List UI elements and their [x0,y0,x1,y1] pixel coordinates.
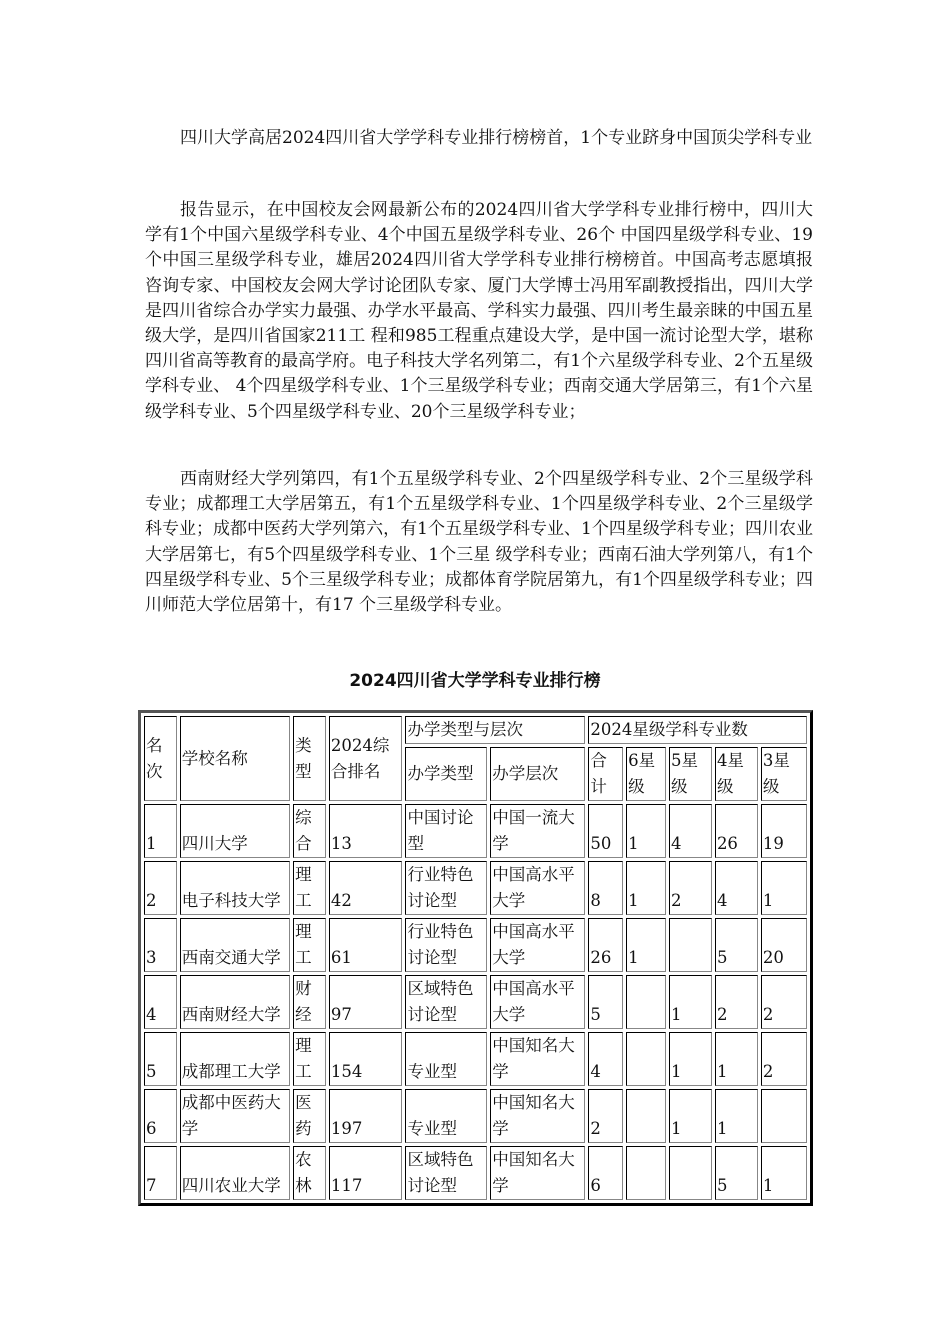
cell-total: 8 [588,861,623,915]
cell-star4: 2 [715,975,758,1029]
cell-type: 理工 [293,1032,326,1086]
cell-star5: 1 [669,1089,712,1143]
header-rank: 名次 [144,716,177,801]
cell-star3: 2 [761,1032,807,1086]
cell-school-level: 中国高水平大学 [490,918,585,972]
cell-star5 [669,1146,712,1200]
header-group-school-type: 办学类型与层次 [405,716,585,744]
header-school: 学校名称 [180,716,290,801]
header-type: 类型 [293,716,326,801]
table-row [144,1032,807,1086]
cell-rank: 4 [144,975,177,1029]
cell-star3 [761,1089,807,1143]
cell-school: 四川大学 [180,804,290,858]
cell-school: 西南财经大学 [180,975,290,1029]
cell-total: 50 [588,804,623,858]
cell-star6 [626,1146,666,1200]
header-total: 合计 [588,747,623,801]
cell-school-level: 中国一流大学 [490,804,585,858]
cell-star6: 1 [626,918,666,972]
ranking-paragraph: 西南财经大学列第四，有1个五星级学科专业、2个四星级学科专业、2个三星级学科专业；成都理工大学居第五，有1个五星级学科专业、1个四星级学科专业、2个三星级学科专业；成都中医药大学列第六，有1个五星级学科专业、1个四星级学科专业；四川农业大学居第七，有5个四星级学科专业、1个三星 级学科专业；西南石油大学列第八，有1个四星级学科专业、5个三星级学科专业；成都体育学院居第九，有1个四星级学科专业；四川师范大学位居第十，有17 个三星级学科专业。 [145,469,813,616]
cell-school-type: 中国讨论型 [405,804,487,858]
cell-overall: 42 [329,861,403,915]
cell-school-level: 中国知名大学 [490,1146,585,1200]
cell-overall: 154 [329,1032,403,1086]
cell-type: 财经 [293,975,326,1029]
cell-star3: 1 [761,1146,807,1200]
cell-school: 成都中医药大学 [180,1089,290,1143]
report-paragraph: 报告显示，在中国校友会网最新公布的2024四川省大学学科专业排行榜中，四川大学有1个中国六星级学科专业、4个中国五星级学科专业、26个 中国四星级学科专业、19个中国三星级学科专业，雄居2024四川省大学学科专业排行榜榜首。中国高考志愿填报咨询专家、中国校友会网大学讨论团队专家、厦门大学博士冯用军副教授指出，四川大学是四川省综合办学实力最强、办学水平最高、学科实力最强、四川考生最亲睐的中国五星级大学，是四川省国家211工 程和985工程重点建设大学，是中国一流讨论型大学，堪称四川省高等教育的最高学府。电子科技大学名列第二，有1个六星级学科专业、2个五星级学科专业、 4个四星级学科专业、1个三星级学科专业；西南交通大学居第三，有1个六星级学科专业、5个四星级学科专业、20个三星级学科专业； [145,200,813,422]
cell-school-level: 中国高水平大学 [490,975,585,1029]
cell-star3: 20 [761,918,807,972]
cell-rank: 3 [144,918,177,972]
cell-star6 [626,975,666,1029]
header-star5: 5星级 [669,747,712,801]
cell-star6 [626,1032,666,1086]
cell-school: 电子科技大学 [180,861,290,915]
cell-school-type: 行业特色讨论型 [405,918,487,972]
table-row [144,1146,807,1200]
cell-star5: 1 [669,975,712,1029]
cell-star3: 19 [761,804,807,858]
cell-total: 6 [588,1146,623,1200]
cell-star5: 2 [669,861,712,915]
table-row [144,804,807,858]
cell-star6: 1 [626,861,666,915]
cell-type: 理工 [293,918,326,972]
cell-star4: 1 [715,1089,758,1143]
header-star6: 6星级 [626,747,666,801]
cell-rank: 7 [144,1146,177,1200]
cell-star4: 4 [715,861,758,915]
table-row [144,861,807,915]
cell-school-type: 区域特色讨论型 [405,1146,487,1200]
cell-overall: 13 [329,804,403,858]
cell-school-level: 中国高水平大学 [490,861,585,915]
cell-star6: 1 [626,804,666,858]
table-row [144,918,807,972]
intro-headline-paragraph: 四川大学高居2024四川省大学学科专业排行榜榜首，1个专业跻身中国顶尖学科专业 [180,128,813,148]
cell-star5: 4 [669,804,712,858]
cell-type: 医药 [293,1089,326,1143]
cell-overall: 97 [329,975,403,1029]
cell-star4: 1 [715,1032,758,1086]
cell-school-level: 中国知名大学 [490,1032,585,1086]
cell-type: 农林 [293,1146,326,1200]
cell-type: 综合 [293,804,326,858]
ranking-table [138,710,813,1206]
cell-star3: 1 [761,861,807,915]
cell-overall: 197 [329,1089,403,1143]
header-school-type: 办学类型 [405,747,487,801]
header-star3: 3星级 [761,747,807,801]
cell-overall: 117 [329,1146,403,1200]
cell-rank: 2 [144,861,177,915]
header-group-stars: 2024星级学科专业数 [588,716,807,744]
cell-school-type: 区域特色讨论型 [405,975,487,1029]
header-star4: 4星级 [715,747,758,801]
cell-star6 [626,1089,666,1143]
cell-school: 四川农业大学 [180,1146,290,1200]
cell-school: 西南交通大学 [180,918,290,972]
cell-total: 4 [588,1032,623,1086]
cell-star5: 1 [669,1032,712,1086]
table-header-row-1 [144,716,807,744]
cell-total: 2 [588,1089,623,1143]
header-school-level: 办学层次 [490,747,585,801]
cell-rank: 1 [144,804,177,858]
cell-total: 5 [588,975,623,1029]
cell-overall: 61 [329,918,403,972]
cell-star5 [669,918,712,972]
cell-school-type: 专业型 [405,1032,487,1086]
table-row [144,975,807,1029]
table-title: 2024四川省大学学科专业排行榜 [349,671,601,691]
cell-rank: 5 [144,1032,177,1086]
cell-school: 成都理工大学 [180,1032,290,1086]
cell-school-type: 行业特色讨论型 [405,861,487,915]
cell-total: 26 [588,918,623,972]
cell-type: 理工 [293,861,326,915]
cell-star4: 26 [715,804,758,858]
cell-school-type: 专业型 [405,1089,487,1143]
cell-star3: 2 [761,975,807,1029]
cell-star4: 5 [715,918,758,972]
header-overall-rank: 2024综合排名 [329,716,403,801]
cell-school-level: 中国知名大学 [490,1089,585,1143]
table-row [144,1089,807,1143]
cell-rank: 6 [144,1089,177,1143]
cell-star4: 5 [715,1146,758,1200]
